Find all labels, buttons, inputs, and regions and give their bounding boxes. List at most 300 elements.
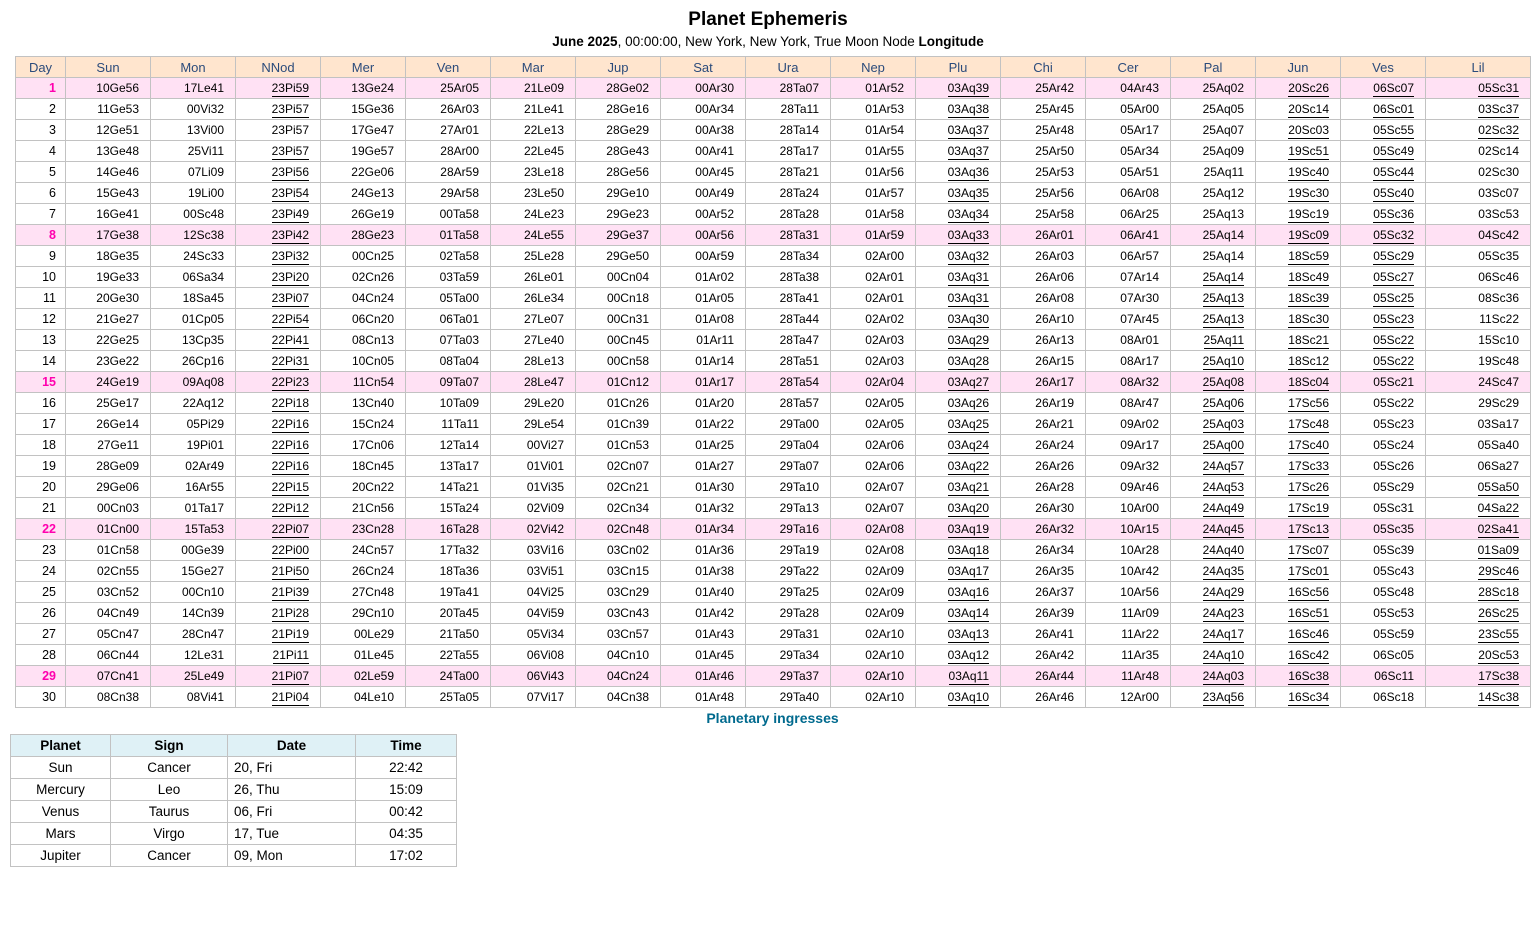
ephemeris-cell-ven <box>406 645 491 666</box>
ephemeris-cell-nep <box>831 414 916 435</box>
ephemeris-cell-pal <box>1171 540 1256 561</box>
position-value: 06Ar41 <box>1120 228 1159 242</box>
ephemeris-cell-ves <box>1341 183 1426 204</box>
ephemeris-cell-ven <box>406 288 491 309</box>
ephemeris-cell-ves <box>1341 540 1426 561</box>
position-value: 01Cn58 <box>96 543 139 557</box>
position-value: 01Ar59 <box>865 228 904 242</box>
ephemeris-cell-lil <box>1426 267 1531 288</box>
position-value: 20Sc03 <box>1288 123 1329 137</box>
ephemeris-cell-jup <box>576 393 661 414</box>
ephemeris-cell-cer <box>1086 351 1171 372</box>
ephemeris-cell-chi <box>1001 204 1086 225</box>
ephemeris-cell-cer <box>1086 288 1171 309</box>
ephemeris-cell-sat <box>661 351 746 372</box>
ephemeris-cell-lil <box>1426 435 1531 456</box>
position-value: 26Ar06 <box>1035 270 1074 284</box>
position-value: 06Vi43 <box>526 669 564 683</box>
position-value: 26Ar17 <box>1035 375 1074 389</box>
position-value: 03Ta59 <box>439 270 479 284</box>
position-value: 26Le34 <box>523 291 564 305</box>
ephemeris-cell-sat <box>661 582 746 603</box>
ephemeris-cell-plu <box>916 162 1001 183</box>
ingress-cell-time: 04:35 <box>356 823 457 845</box>
position-value: 00Cn58 <box>606 354 649 368</box>
position-value: 05Sc40 <box>1373 186 1414 200</box>
column-header-jup: Jup <box>576 57 661 78</box>
ephemeris-cell-plu <box>916 498 1001 519</box>
ephemeris-cell-ves <box>1341 519 1426 540</box>
ephemeris-cell-lil <box>1426 246 1531 267</box>
ephemeris-cell-nnod <box>236 477 321 498</box>
position-value: 05Sc39 <box>1373 543 1414 557</box>
position-value: 06Sc46 <box>1478 270 1519 284</box>
ephemeris-cell-ura <box>746 162 831 183</box>
ephemeris-cell-jup <box>576 540 661 561</box>
ephemeris-cell-mon <box>151 372 236 393</box>
position-value: 25Aq14 <box>1202 270 1244 284</box>
ephemeris-cell-nep <box>831 687 916 708</box>
ephemeris-cell-mer <box>321 666 406 687</box>
ephemeris-cell-nep <box>831 393 916 414</box>
day-cell: 25 <box>16 582 66 603</box>
ephemeris-cell-sun <box>66 666 151 687</box>
ephemeris-cell-mon <box>151 309 236 330</box>
position-value: 04Le10 <box>353 690 394 704</box>
ephemeris-cell-jun <box>1256 456 1341 477</box>
table-row-day-3 <box>16 120 1531 141</box>
position-value: 04Sc42 <box>1478 228 1519 242</box>
position-value: 01Ar43 <box>695 627 734 641</box>
position-value: 04Cn49 <box>96 606 139 620</box>
position-value: 00Cn18 <box>606 291 649 305</box>
position-value: 23Pi20 <box>271 270 309 284</box>
ephemeris-cell-jup <box>576 267 661 288</box>
position-value: 01Ar32 <box>695 501 734 515</box>
position-value: 03Aq16 <box>947 585 989 599</box>
ephemeris-cell-chi <box>1001 183 1086 204</box>
ingress-cell-date: 17, Tue <box>228 823 356 845</box>
position-value: 01Ar46 <box>695 669 734 683</box>
ephemeris-cell-ven <box>406 414 491 435</box>
ephemeris-cell-ura <box>746 603 831 624</box>
position-value: 23Pi42 <box>271 228 309 242</box>
position-value: 24Cn57 <box>351 543 394 557</box>
ephemeris-cell-cer <box>1086 435 1171 456</box>
ephemeris-cell-jun <box>1256 687 1341 708</box>
ephemeris-cell-mon <box>151 435 236 456</box>
ephemeris-cell-lil <box>1426 414 1531 435</box>
ephemeris-cell-cer <box>1086 78 1171 99</box>
position-value: 18Sa45 <box>182 291 224 305</box>
ephemeris-cell-jup <box>576 603 661 624</box>
day-cell: 10 <box>16 267 66 288</box>
ephemeris-cell-ves <box>1341 666 1426 687</box>
position-value: 19Sc19 <box>1288 207 1329 221</box>
ephemeris-cell-jun <box>1256 330 1341 351</box>
ephemeris-cell-chi <box>1001 99 1086 120</box>
ephemeris-cell-ven <box>406 624 491 645</box>
ephemeris-cell-nnod <box>236 141 321 162</box>
position-value: 07Cn41 <box>96 669 139 683</box>
ephemeris-cell-chi <box>1001 78 1086 99</box>
column-header-day: Day <box>16 57 66 78</box>
position-value: 28Ta38 <box>779 270 819 284</box>
ephemeris-cell-pal <box>1171 162 1256 183</box>
ephemeris-cell-jup <box>576 204 661 225</box>
position-value: 20Ta45 <box>439 606 479 620</box>
position-value: 05Sa50 <box>1477 480 1519 494</box>
ephemeris-cell-jun <box>1256 477 1341 498</box>
position-value: 24Sc33 <box>183 249 224 263</box>
ephemeris-cell-sat <box>661 141 746 162</box>
ephemeris-cell-plu <box>916 78 1001 99</box>
position-value: 28Ge29 <box>606 123 649 137</box>
ephemeris-cell-jup <box>576 141 661 162</box>
ephemeris-cell-cer <box>1086 246 1171 267</box>
ephemeris-cell-nep <box>831 372 916 393</box>
ephemeris-cell-ves <box>1341 582 1426 603</box>
position-value: 01Le45 <box>353 648 394 662</box>
ephemeris-cell-lil <box>1426 78 1531 99</box>
ephemeris-cell-ven <box>406 204 491 225</box>
table-row-day-9 <box>16 246 1531 267</box>
ephemeris-cell-ura <box>746 414 831 435</box>
ephemeris-cell-jup <box>576 78 661 99</box>
ephemeris-cell-sat <box>661 624 746 645</box>
position-value: 00Ar45 <box>695 165 734 179</box>
ephemeris-cell-pal <box>1171 414 1256 435</box>
position-value: 29Sc29 <box>1478 396 1519 410</box>
ephemeris-cell-ura <box>746 267 831 288</box>
ephemeris-cell-ura <box>746 498 831 519</box>
position-value: 29Ta16 <box>779 522 819 536</box>
ephemeris-cell-ven <box>406 456 491 477</box>
position-value: 03Aq28 <box>947 354 989 368</box>
table-row-day-14 <box>16 351 1531 372</box>
position-value: 07Ar30 <box>1120 291 1159 305</box>
ingress-row-jupiter <box>11 845 457 867</box>
ephemeris-cell-mar <box>491 477 576 498</box>
position-value: 29Le54 <box>523 417 564 431</box>
position-value: 22Pi12 <box>271 501 309 515</box>
position-value: 23Pi49 <box>271 207 309 221</box>
ephemeris-cell-mer <box>321 351 406 372</box>
ephemeris-cell-sun <box>66 225 151 246</box>
position-value: 28Ta54 <box>779 375 819 389</box>
ephemeris-cell-cer <box>1086 372 1171 393</box>
position-value: 28Ta28 <box>779 207 819 221</box>
position-value: 27Cn48 <box>351 585 394 599</box>
subtitle-month: June 2025 <box>552 34 618 49</box>
position-value: 26Ar44 <box>1035 669 1074 683</box>
position-value: 05Ar17 <box>1120 123 1159 137</box>
ephemeris-cell-nep <box>831 624 916 645</box>
position-value: 25Aq14 <box>1202 249 1244 263</box>
ephemeris-cell-chi <box>1001 120 1086 141</box>
ephemeris-cell-mon <box>151 414 236 435</box>
ephemeris-cell-jup <box>576 309 661 330</box>
ephemeris-cell-mon <box>151 267 236 288</box>
position-value: 16Sc51 <box>1288 606 1329 620</box>
ephemeris-cell-cer <box>1086 582 1171 603</box>
position-value: 01Ar54 <box>865 123 904 137</box>
ephemeris-cell-sun <box>66 351 151 372</box>
position-value: 02Le59 <box>353 669 394 683</box>
position-value: 02Ar01 <box>865 270 904 284</box>
ephemeris-cell-nnod <box>236 183 321 204</box>
ephemeris-cell-jup <box>576 414 661 435</box>
position-value: 29Ge37 <box>606 228 649 242</box>
ephemeris-cell-ura <box>746 582 831 603</box>
ephemeris-cell-ura <box>746 666 831 687</box>
ephemeris-cell-lil <box>1426 309 1531 330</box>
position-value: 23Pi59 <box>271 81 309 95</box>
ephemeris-cell-ves <box>1341 372 1426 393</box>
ephemeris-cell-nnod <box>236 540 321 561</box>
position-value: 26Ar21 <box>1035 417 1074 431</box>
position-value: 12Sc38 <box>183 228 224 242</box>
ephemeris-cell-jup <box>576 645 661 666</box>
ephemeris-cell-jun <box>1256 120 1341 141</box>
ephemeris-cell-mon <box>151 183 236 204</box>
ephemeris-cell-mar <box>491 519 576 540</box>
position-value: 06Vi08 <box>526 648 564 662</box>
ephemeris-cell-mon <box>151 330 236 351</box>
ephemeris-cell-chi <box>1001 624 1086 645</box>
ephemeris-cell-nnod <box>236 330 321 351</box>
position-value: 03Cn29 <box>606 585 649 599</box>
position-value: 19Sc40 <box>1288 165 1329 179</box>
position-value: 17Sc13 <box>1288 522 1329 536</box>
ephemeris-cell-plu <box>916 99 1001 120</box>
ephemeris-body <box>16 78 1531 708</box>
position-value: 08Cn38 <box>96 690 139 704</box>
position-value: 01Cn00 <box>96 522 139 536</box>
position-value: 09Ar17 <box>1120 438 1159 452</box>
ingress-cell-time: 15:09 <box>356 779 457 801</box>
position-value: 03Aq31 <box>947 270 989 284</box>
day-cell: 22 <box>16 519 66 540</box>
day-cell: 19 <box>16 456 66 477</box>
ephemeris-cell-mar <box>491 267 576 288</box>
position-value: 28Ta24 <box>779 186 819 200</box>
position-value: 21Pi19 <box>271 627 309 641</box>
ephemeris-cell-sun <box>66 372 151 393</box>
ephemeris-cell-mar <box>491 603 576 624</box>
ephemeris-cell-lil <box>1426 540 1531 561</box>
ephemeris-cell-nep <box>831 204 916 225</box>
ephemeris-cell-jun <box>1256 519 1341 540</box>
table-row-day-12 <box>16 309 1531 330</box>
position-value: 16Sc38 <box>1288 669 1329 683</box>
ephemeris-cell-nep <box>831 519 916 540</box>
column-header-ven: Ven <box>406 57 491 78</box>
table-row-day-19 <box>16 456 1531 477</box>
position-value: 29Ta19 <box>779 543 819 557</box>
ephemeris-cell-ves <box>1341 477 1426 498</box>
ephemeris-cell-chi <box>1001 456 1086 477</box>
column-header-mer: Mer <box>321 57 406 78</box>
ephemeris-cell-mer <box>321 603 406 624</box>
position-value: 25Aq08 <box>1202 375 1244 389</box>
ephemeris-cell-ves <box>1341 624 1426 645</box>
position-value: 24Aq40 <box>1202 543 1244 557</box>
ephemeris-cell-pal <box>1171 372 1256 393</box>
ephemeris-cell-nnod <box>236 519 321 540</box>
subtitle-coord-type: Longitude <box>918 34 984 49</box>
ephemeris-cell-ves <box>1341 225 1426 246</box>
position-value: 22Pi07 <box>271 522 309 536</box>
ephemeris-cell-sat <box>661 120 746 141</box>
ephemeris-cell-jup <box>576 372 661 393</box>
position-value: 05Ar51 <box>1120 165 1159 179</box>
position-value: 23Pi07 <box>271 291 309 305</box>
position-value: 01Ar20 <box>695 396 734 410</box>
position-value: 17Sc33 <box>1288 459 1329 473</box>
column-header-cer: Cer <box>1086 57 1171 78</box>
ingress-cell-sign: Leo <box>111 779 228 801</box>
ingresses-body <box>11 757 457 867</box>
ephemeris-cell-sat <box>661 477 746 498</box>
ephemeris-cell-nnod <box>236 624 321 645</box>
position-value: 05Sc31 <box>1478 81 1519 95</box>
ephemeris-cell-jup <box>576 162 661 183</box>
column-header-sun: Sun <box>66 57 151 78</box>
ephemeris-cell-lil <box>1426 645 1531 666</box>
position-value: 15Cn24 <box>351 417 394 431</box>
position-value: 29Ta00 <box>779 417 819 431</box>
position-value: 23Pi57 <box>271 123 309 137</box>
column-header-mar: Mar <box>491 57 576 78</box>
position-value: 01Ar42 <box>695 606 734 620</box>
position-value: 09Ta07 <box>439 375 479 389</box>
position-value: 05Sc32 <box>1373 228 1414 242</box>
ephemeris-cell-mon <box>151 624 236 645</box>
table-row-day-5 <box>16 162 1531 183</box>
ephemeris-cell-mon <box>151 288 236 309</box>
position-value: 03Aq38 <box>947 102 989 116</box>
position-value: 01Ar40 <box>695 585 734 599</box>
ephemeris-cell-plu <box>916 687 1001 708</box>
position-value: 28Ge16 <box>606 102 649 116</box>
ephemeris-cell-chi <box>1001 162 1086 183</box>
position-value: 03Aq26 <box>947 396 989 410</box>
position-value: 05Sc48 <box>1373 585 1414 599</box>
ephemeris-cell-plu <box>916 540 1001 561</box>
position-value: 01Ar36 <box>695 543 734 557</box>
position-value: 00Sc48 <box>183 207 224 221</box>
ingresses-header-planet: Planet <box>11 735 111 757</box>
page-title: Planet Ephemeris <box>688 9 848 30</box>
position-value: 05Sc27 <box>1373 270 1414 284</box>
position-value: 05Sc44 <box>1373 165 1414 179</box>
position-value: 24Aq23 <box>1202 606 1244 620</box>
ephemeris-cell-lil <box>1426 372 1531 393</box>
position-value: 08Ar17 <box>1120 354 1159 368</box>
ephemeris-cell-nep <box>831 477 916 498</box>
ephemeris-cell-chi <box>1001 267 1086 288</box>
ingresses-table <box>10 734 457 867</box>
ephemeris-cell-sun <box>66 687 151 708</box>
position-value: 01Ar14 <box>695 354 734 368</box>
ephemeris-cell-chi <box>1001 498 1086 519</box>
column-header-mon: Mon <box>151 57 236 78</box>
position-value: 01Ar05 <box>695 291 734 305</box>
position-value: 21Cn56 <box>351 501 394 515</box>
position-value: 03Aq35 <box>947 186 989 200</box>
position-value: 10Ar42 <box>1120 564 1159 578</box>
day-cell: 12 <box>16 309 66 330</box>
ephemeris-cell-ura <box>746 183 831 204</box>
ephemeris-cell-mer <box>321 78 406 99</box>
ephemeris-cell-nep <box>831 78 916 99</box>
position-value: 25Aq05 <box>1202 102 1244 116</box>
ephemeris-cell-chi <box>1001 582 1086 603</box>
ephemeris-cell-mon <box>151 141 236 162</box>
position-value: 02Sc30 <box>1478 165 1519 179</box>
ephemeris-cell-sat <box>661 498 746 519</box>
position-value: 12Ta14 <box>439 438 479 452</box>
position-value: 10Ta09 <box>439 396 479 410</box>
position-value: 28Le47 <box>523 375 564 389</box>
position-value: 00Ta58 <box>439 207 479 221</box>
ephemeris-cell-ura <box>746 477 831 498</box>
position-value: 01Ar17 <box>695 375 734 389</box>
position-value: 26Ar28 <box>1035 480 1074 494</box>
ingresses-header-time: Time <box>356 735 457 757</box>
position-value: 03Aq29 <box>947 333 989 347</box>
ephemeris-cell-chi <box>1001 414 1086 435</box>
ephemeris-cell-nnod <box>236 435 321 456</box>
position-value: 17Sc26 <box>1288 480 1329 494</box>
ephemeris-cell-ura <box>746 456 831 477</box>
table-row-day-15 <box>16 372 1531 393</box>
ephemeris-cell-plu <box>916 561 1001 582</box>
ephemeris-cell-ura <box>746 288 831 309</box>
ephemeris-cell-plu <box>916 666 1001 687</box>
position-value: 26Ar39 <box>1035 606 1074 620</box>
position-value: 19Ta41 <box>439 585 479 599</box>
ephemeris-cell-plu <box>916 330 1001 351</box>
position-value: 10Ar00 <box>1120 501 1159 515</box>
day-cell: 2 <box>16 99 66 120</box>
ephemeris-cell-plu <box>916 246 1001 267</box>
ephemeris-cell-ura <box>746 246 831 267</box>
position-value: 01Ta58 <box>439 228 479 242</box>
position-value: 04Cn38 <box>606 690 649 704</box>
ephemeris-cell-mon <box>151 540 236 561</box>
ephemeris-cell-mar <box>491 687 576 708</box>
position-value: 02Ar01 <box>865 291 904 305</box>
position-value: 03Sc07 <box>1478 186 1519 200</box>
ephemeris-cell-pal <box>1171 456 1256 477</box>
ephemeris-cell-jup <box>576 288 661 309</box>
position-value: 03Aq14 <box>947 606 989 620</box>
ephemeris-cell-mar <box>491 225 576 246</box>
position-value: 04Cn24 <box>351 291 394 305</box>
position-value: 06Sa27 <box>1477 459 1519 473</box>
day-cell: 20 <box>16 477 66 498</box>
ephemeris-cell-lil <box>1426 162 1531 183</box>
ephemeris-cell-ves <box>1341 204 1426 225</box>
position-value: 18Ta36 <box>439 564 479 578</box>
ephemeris-cell-sat <box>661 540 746 561</box>
position-value: 03Sa17 <box>1477 417 1519 431</box>
position-value: 17Le41 <box>183 81 224 95</box>
ephemeris-cell-ven <box>406 582 491 603</box>
position-value: 00Cn31 <box>606 312 649 326</box>
